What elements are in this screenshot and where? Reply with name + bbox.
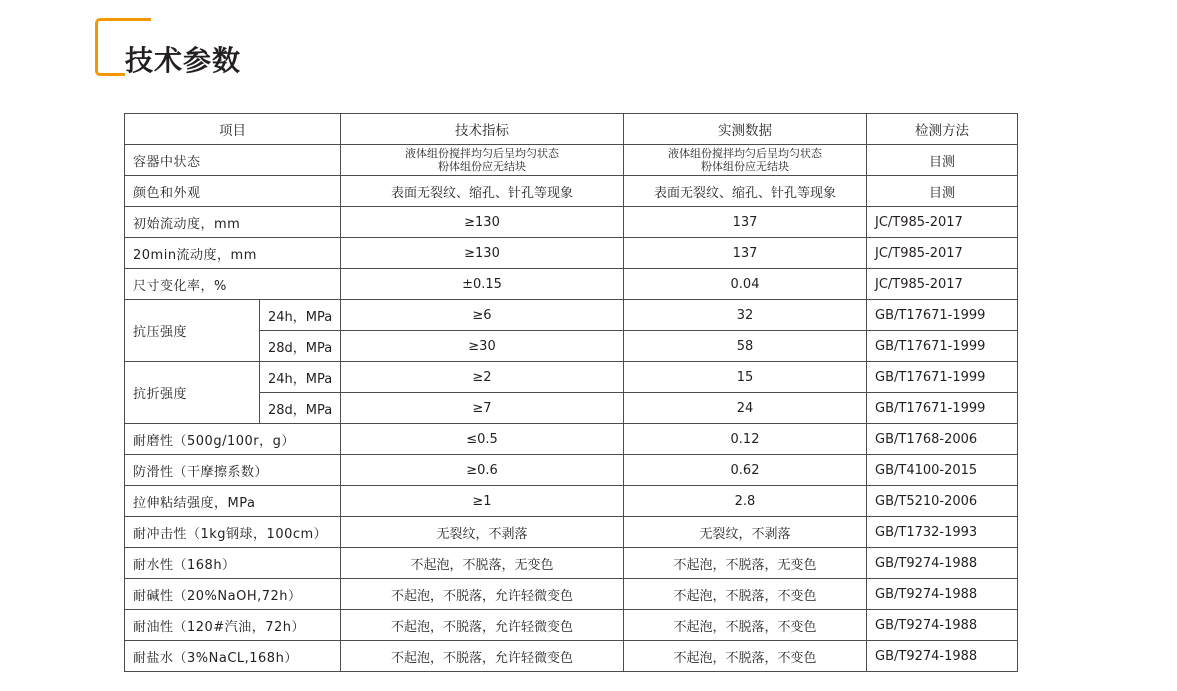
row-measured: 液体组份搅拌均匀后呈均匀状态 粉体组份应无结块 bbox=[624, 145, 867, 176]
row-spec: ≤0.5 bbox=[341, 424, 624, 455]
table-row bbox=[125, 238, 1018, 269]
row-measured: 32 bbox=[624, 300, 867, 331]
row-method: GB/T17671-1999 bbox=[867, 331, 1018, 362]
row-item: 防滑性（干摩擦系数） bbox=[125, 455, 341, 486]
row-method: GB/T9274-1988 bbox=[867, 610, 1018, 641]
row-item: 拉伸粘结强度，MPa bbox=[125, 486, 341, 517]
row-measured: 137 bbox=[624, 207, 867, 238]
row-method: GB/T9274-1988 bbox=[867, 579, 1018, 610]
header-item: 项目 bbox=[125, 114, 341, 145]
row-spec: ≥7 bbox=[341, 393, 624, 424]
row-measured: 15 bbox=[624, 362, 867, 393]
row-item: 耐盐水（3%NaCL,168h） bbox=[125, 641, 341, 672]
row-spec: ≥30 bbox=[341, 331, 624, 362]
row-spec: ≥130 bbox=[341, 207, 624, 238]
table-row bbox=[125, 362, 1018, 393]
row-spec: ≥6 bbox=[341, 300, 624, 331]
row-method: 目测 bbox=[867, 145, 1018, 176]
row-spec: 无裂纹，不剥落 bbox=[341, 517, 624, 548]
row-measured: 0.04 bbox=[624, 269, 867, 300]
row-method: GB/T5210-2006 bbox=[867, 486, 1018, 517]
row-spec: ≥1 bbox=[341, 486, 624, 517]
table-row bbox=[125, 641, 1018, 672]
row-method: GB/T9274-1988 bbox=[867, 641, 1018, 672]
row-item: 耐碱性（20%NaOH,72h） bbox=[125, 579, 341, 610]
row-method: GB/T1768-2006 bbox=[867, 424, 1018, 455]
row-measured: 58 bbox=[624, 331, 867, 362]
row-item: 初始流动度，mm bbox=[125, 207, 341, 238]
row-method: JC/T985-2017 bbox=[867, 238, 1018, 269]
header-method: 检测方法 bbox=[867, 114, 1018, 145]
row-measured: 0.62 bbox=[624, 455, 867, 486]
table-header-row bbox=[125, 114, 1018, 145]
row-measured: 不起泡，不脱落，不变色 bbox=[624, 579, 867, 610]
table-row bbox=[125, 424, 1018, 455]
row-item: 20min流动度，mm bbox=[125, 238, 341, 269]
row-measured: 0.12 bbox=[624, 424, 867, 455]
table-row bbox=[125, 145, 1018, 176]
row-spec: ≥0.6 bbox=[341, 455, 624, 486]
table-row bbox=[125, 579, 1018, 610]
table-row bbox=[125, 300, 1018, 331]
row-item: 耐冲击性（1kg钢球，100cm） bbox=[125, 517, 341, 548]
row-measured: 不起泡，不脱落，不变色 bbox=[624, 641, 867, 672]
row-spec: ≥2 bbox=[341, 362, 624, 393]
table-row bbox=[125, 486, 1018, 517]
row-method: GB/T1732-1993 bbox=[867, 517, 1018, 548]
header-measured: 实测数据 bbox=[624, 114, 867, 145]
table-row bbox=[125, 269, 1018, 300]
table-row bbox=[125, 548, 1018, 579]
table-row bbox=[125, 455, 1018, 486]
row-spec: 不起泡，不脱落，允许轻微变色 bbox=[341, 610, 624, 641]
row-item: 颜色和外观 bbox=[125, 176, 341, 207]
row-spec: 不起泡，不脱落，允许轻微变色 bbox=[341, 579, 624, 610]
row-method: GB/T17671-1999 bbox=[867, 393, 1018, 424]
row-measured: 表面无裂纹、缩孔、针孔等现象 bbox=[624, 176, 867, 207]
row-item: 尺寸变化率，% bbox=[125, 269, 341, 300]
row-condition: 24h，MPa bbox=[260, 362, 341, 393]
header-spec: 技术指标 bbox=[341, 114, 624, 145]
row-condition: 28d，MPa bbox=[260, 331, 341, 362]
row-spec: 不起泡，不脱落，允许轻微变色 bbox=[341, 641, 624, 672]
row-item: 容器中状态 bbox=[125, 145, 341, 176]
row-method: GB/T17671-1999 bbox=[867, 300, 1018, 331]
row-method: GB/T17671-1999 bbox=[867, 362, 1018, 393]
row-method: GB/T4100-2015 bbox=[867, 455, 1018, 486]
row-item: 耐水性（168h） bbox=[125, 548, 341, 579]
row-measured: 24 bbox=[624, 393, 867, 424]
row-method: GB/T9274-1988 bbox=[867, 548, 1018, 579]
row-measured: 不起泡，不脱落，不变色 bbox=[624, 610, 867, 641]
row-item: 抗折强度 bbox=[125, 362, 260, 424]
table-row bbox=[125, 610, 1018, 641]
row-measured: 不起泡，不脱落，无变色 bbox=[624, 548, 867, 579]
row-item: 耐磨性（500g/100r，g） bbox=[125, 424, 341, 455]
row-method: 目测 bbox=[867, 176, 1018, 207]
page-title: 技术参数 bbox=[125, 44, 242, 77]
table-row bbox=[125, 207, 1018, 238]
row-method: JC/T985-2017 bbox=[867, 207, 1018, 238]
row-item: 耐油性（120#汽油，72h） bbox=[125, 610, 341, 641]
row-spec: 不起泡，不脱落，无变色 bbox=[341, 548, 624, 579]
table-row bbox=[125, 517, 1018, 548]
row-method: JC/T985-2017 bbox=[867, 269, 1018, 300]
row-spec: 液体组份搅拌均匀后呈均匀状态 粉体组份应无结块 bbox=[341, 145, 624, 176]
row-condition: 28d，MPa bbox=[260, 393, 341, 424]
row-spec: ±0.15 bbox=[341, 269, 624, 300]
row-measured: 2.8 bbox=[624, 486, 867, 517]
table-row bbox=[125, 176, 1018, 207]
row-spec: ≥130 bbox=[341, 238, 624, 269]
row-measured: 无裂纹，不剥落 bbox=[624, 517, 867, 548]
row-item: 抗压强度 bbox=[125, 300, 260, 362]
spec-table bbox=[124, 113, 1018, 672]
row-condition: 24h，MPa bbox=[260, 300, 341, 331]
row-measured: 137 bbox=[624, 238, 867, 269]
row-spec: 表面无裂纹、缩孔、针孔等现象 bbox=[341, 176, 624, 207]
